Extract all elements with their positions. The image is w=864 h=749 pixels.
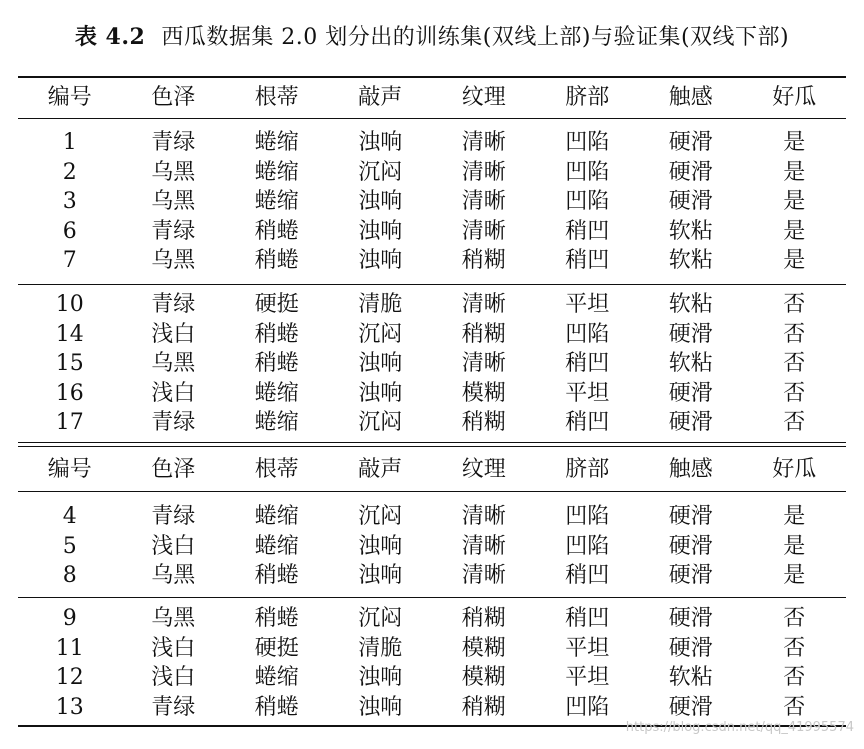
table-cell: 是	[783, 159, 806, 185]
table-cell: 蜷缩	[254, 504, 299, 529]
table-cell: 稍糊	[461, 321, 506, 347]
table-cell: 浊响	[358, 248, 403, 274]
table-cell: 稍蜷	[254, 321, 299, 347]
table-title: 西瓜数据集 2.0 划分出的训练集(双线上部)与验证集(双线下部)	[161, 25, 790, 50]
table-row	[18, 663, 846, 693]
column-header: 触感	[668, 457, 713, 482]
table-cell: 平坦	[565, 380, 610, 406]
table-cell: 13	[55, 694, 84, 720]
table-cell: 硬挺	[254, 292, 299, 317]
table-cell: 硬挺	[254, 635, 299, 661]
table-cell: 硬滑	[668, 410, 713, 436]
table-cell: 浊响	[358, 380, 403, 406]
header-row	[18, 78, 846, 118]
table-cell: 清晰	[461, 351, 506, 377]
table-cell: 沉闷	[358, 504, 403, 529]
table-cell: 稍糊	[461, 410, 506, 436]
table-cell: 硬滑	[668, 321, 713, 347]
table-row	[18, 604, 846, 634]
table-cell: 平坦	[565, 635, 610, 661]
table-cell: 浊响	[358, 533, 403, 559]
column-header: 编号	[47, 457, 92, 482]
table-cell: 清晰	[461, 504, 506, 529]
table-cell: 是	[783, 189, 806, 215]
table-cell: 稍蜷	[254, 218, 299, 244]
table-cell: 乌黑	[151, 189, 196, 215]
table-cell: 稍凹	[565, 351, 610, 377]
table-cell: 青绿	[151, 504, 196, 529]
table-cell: 是	[783, 248, 806, 274]
validation-good-rows	[18, 502, 846, 591]
table-cell: 蜷缩	[254, 130, 299, 155]
table-cell: 沉闷	[358, 410, 403, 436]
table-cell: 1	[62, 130, 77, 155]
table-cell: 16	[55, 380, 84, 406]
table-cell: 平坦	[565, 665, 610, 691]
table-cell: 清晰	[461, 130, 506, 155]
table-cell: 稍糊	[461, 606, 506, 631]
validation-group-rule	[18, 597, 846, 598]
table-cell: 硬滑	[668, 189, 713, 215]
table-cell: 硬滑	[668, 504, 713, 529]
table-cell: 9	[62, 606, 77, 631]
table-cell: 浊响	[358, 694, 403, 720]
table-cell: 浅白	[151, 665, 196, 691]
table-cell: 稍蜷	[254, 563, 299, 589]
table-cell: 硬滑	[668, 563, 713, 589]
column-header: 纹理	[461, 457, 506, 482]
table-cell: 17	[55, 410, 84, 436]
table-cell: 沉闷	[358, 321, 403, 347]
table-cell: 浊响	[358, 665, 403, 691]
table-row	[18, 502, 846, 532]
table-number: 表 4.2	[74, 24, 146, 50]
table-cell: 稍凹	[565, 218, 610, 244]
table-cell: 凹陷	[565, 189, 610, 215]
training-bad-rows	[18, 290, 846, 438]
table-cell: 凹陷	[565, 504, 610, 529]
table-row	[18, 561, 846, 591]
table-row	[18, 246, 846, 276]
training-good-rows	[18, 128, 846, 276]
table-cell: 清晰	[461, 533, 506, 559]
column-header: 色泽	[151, 85, 196, 110]
table-cell: 清脆	[358, 292, 403, 317]
table-cell: 14	[55, 321, 84, 347]
validation-header-rule	[18, 491, 846, 492]
table-row	[18, 187, 846, 217]
column-header: 纹理	[461, 85, 506, 110]
table-cell: 稍蜷	[254, 351, 299, 377]
table-cell: 浊响	[358, 563, 403, 589]
table-cell: 硬滑	[668, 694, 713, 720]
table-cell: 2	[62, 159, 77, 185]
table-row	[18, 693, 846, 723]
table-cell: 青绿	[151, 410, 196, 436]
table-cell: 稍糊	[461, 248, 506, 274]
column-header: 编号	[47, 85, 92, 110]
table-cell: 模糊	[461, 380, 506, 406]
table-cell: 清晰	[461, 563, 506, 589]
table-cell: 平坦	[565, 292, 610, 317]
table-cell: 软粘	[668, 218, 713, 244]
table-cell: 是	[783, 533, 806, 559]
table-cell: 硬滑	[668, 635, 713, 661]
double-rule-lower	[18, 446, 846, 447]
table-row	[18, 320, 846, 350]
table-cell: 沉闷	[358, 159, 403, 185]
table-cell: 乌黑	[151, 248, 196, 274]
table-cell: 15	[55, 351, 84, 377]
column-header: 好瓜	[772, 457, 817, 482]
table-cell: 凹陷	[565, 159, 610, 185]
table-cell: 否	[783, 321, 806, 347]
table-cell: 10	[55, 292, 84, 317]
table-cell: 6	[62, 218, 77, 244]
table-row	[18, 217, 846, 247]
table-cell: 凹陷	[565, 321, 610, 347]
header-rule	[18, 118, 846, 119]
table-cell: 蜷缩	[254, 533, 299, 559]
table-cell: 8	[62, 563, 77, 589]
table-cell: 7	[62, 248, 77, 274]
table-cell: 浊响	[358, 218, 403, 244]
column-header: 触感	[668, 85, 713, 110]
table-cell: 乌黑	[151, 351, 196, 377]
training-group-rule	[18, 284, 846, 285]
table-cell: 稍蜷	[254, 694, 299, 720]
table-cell: 软粘	[668, 665, 713, 691]
table-cell: 浅白	[151, 533, 196, 559]
table-cell: 沉闷	[358, 606, 403, 631]
table-cell: 硬滑	[668, 606, 713, 631]
table-cell: 稍凹	[565, 606, 610, 631]
table-cell: 乌黑	[151, 563, 196, 589]
table-row	[18, 290, 846, 320]
table-cell: 4	[62, 504, 77, 529]
table-cell: 否	[783, 694, 806, 720]
table-caption	[0, 20, 864, 51]
watermark: https://blog.csdn.net/qq_41995574	[625, 720, 854, 735]
table-cell: 蜷缩	[254, 380, 299, 406]
training-header	[18, 78, 846, 118]
table-row	[18, 379, 846, 409]
table-cell: 硬滑	[668, 380, 713, 406]
table-cell: 稍蜷	[254, 606, 299, 631]
table-cell: 是	[783, 218, 806, 244]
table-cell: 清晰	[461, 218, 506, 244]
table-cell: 硬滑	[668, 159, 713, 185]
table-cell: 浊响	[358, 189, 403, 215]
table-cell: 否	[783, 292, 806, 317]
table-cell: 清晰	[461, 292, 506, 317]
table-row	[18, 532, 846, 562]
column-header: 色泽	[151, 457, 196, 482]
table-cell: 乌黑	[151, 159, 196, 185]
table-cell: 蜷缩	[254, 410, 299, 436]
column-header: 根蒂	[254, 85, 299, 110]
table-cell: 稍糊	[461, 694, 506, 720]
column-header: 好瓜	[772, 85, 817, 110]
table-cell: 否	[783, 380, 806, 406]
table-cell: 软粘	[668, 292, 713, 317]
table-cell: 否	[783, 606, 806, 631]
table-cell: 稍凹	[565, 410, 610, 436]
table-cell: 3	[62, 189, 77, 215]
table-row	[18, 158, 846, 188]
table-row	[18, 128, 846, 158]
table-cell: 软粘	[668, 351, 713, 377]
table-cell: 浊响	[358, 130, 403, 155]
table-cell: 青绿	[151, 218, 196, 244]
column-header: 脐部	[565, 457, 610, 482]
table-cell: 清晰	[461, 189, 506, 215]
table-cell: 是	[783, 504, 806, 529]
table-cell: 硬滑	[668, 130, 713, 155]
table-cell: 凹陷	[565, 533, 610, 559]
table-cell: 蜷缩	[254, 189, 299, 215]
validation-header	[18, 450, 846, 490]
table-cell: 浅白	[151, 635, 196, 661]
header-row	[18, 450, 846, 490]
table-cell: 否	[783, 351, 806, 377]
table-cell: 稍凹	[565, 563, 610, 589]
table-cell: 稍蜷	[254, 248, 299, 274]
table-cell: 软粘	[668, 248, 713, 274]
table-row	[18, 408, 846, 438]
table-cell: 乌黑	[151, 606, 196, 631]
table-cell: 11	[55, 635, 84, 661]
table-cell: 青绿	[151, 694, 196, 720]
table-cell: 否	[783, 410, 806, 436]
table-cell: 硬滑	[668, 533, 713, 559]
table-cell: 模糊	[461, 665, 506, 691]
table-cell: 是	[783, 563, 806, 589]
table-cell: 凹陷	[565, 694, 610, 720]
validation-bad-rows	[18, 604, 846, 722]
table-row	[18, 349, 846, 379]
table-cell: 是	[783, 130, 806, 155]
table-cell: 浊响	[358, 351, 403, 377]
table-cell: 否	[783, 635, 806, 661]
column-header: 脐部	[565, 85, 610, 110]
table-cell: 稍凹	[565, 248, 610, 274]
table-cell: 清晰	[461, 159, 506, 185]
table-row	[18, 634, 846, 664]
table-cell: 清脆	[358, 635, 403, 661]
table-cell: 凹陷	[565, 130, 610, 155]
column-header: 敲声	[358, 85, 403, 110]
double-rule-upper	[18, 442, 846, 443]
table-cell: 否	[783, 665, 806, 691]
table-cell: 模糊	[461, 635, 506, 661]
table-cell: 浅白	[151, 380, 196, 406]
column-header: 敲声	[358, 457, 403, 482]
table-cell: 青绿	[151, 130, 196, 155]
table-cell: 蜷缩	[254, 665, 299, 691]
table-cell: 蜷缩	[254, 159, 299, 185]
table-cell: 12	[55, 665, 84, 691]
table-cell: 青绿	[151, 292, 196, 317]
table-cell: 浅白	[151, 321, 196, 347]
table-cell: 5	[62, 533, 77, 559]
column-header: 根蒂	[254, 457, 299, 482]
